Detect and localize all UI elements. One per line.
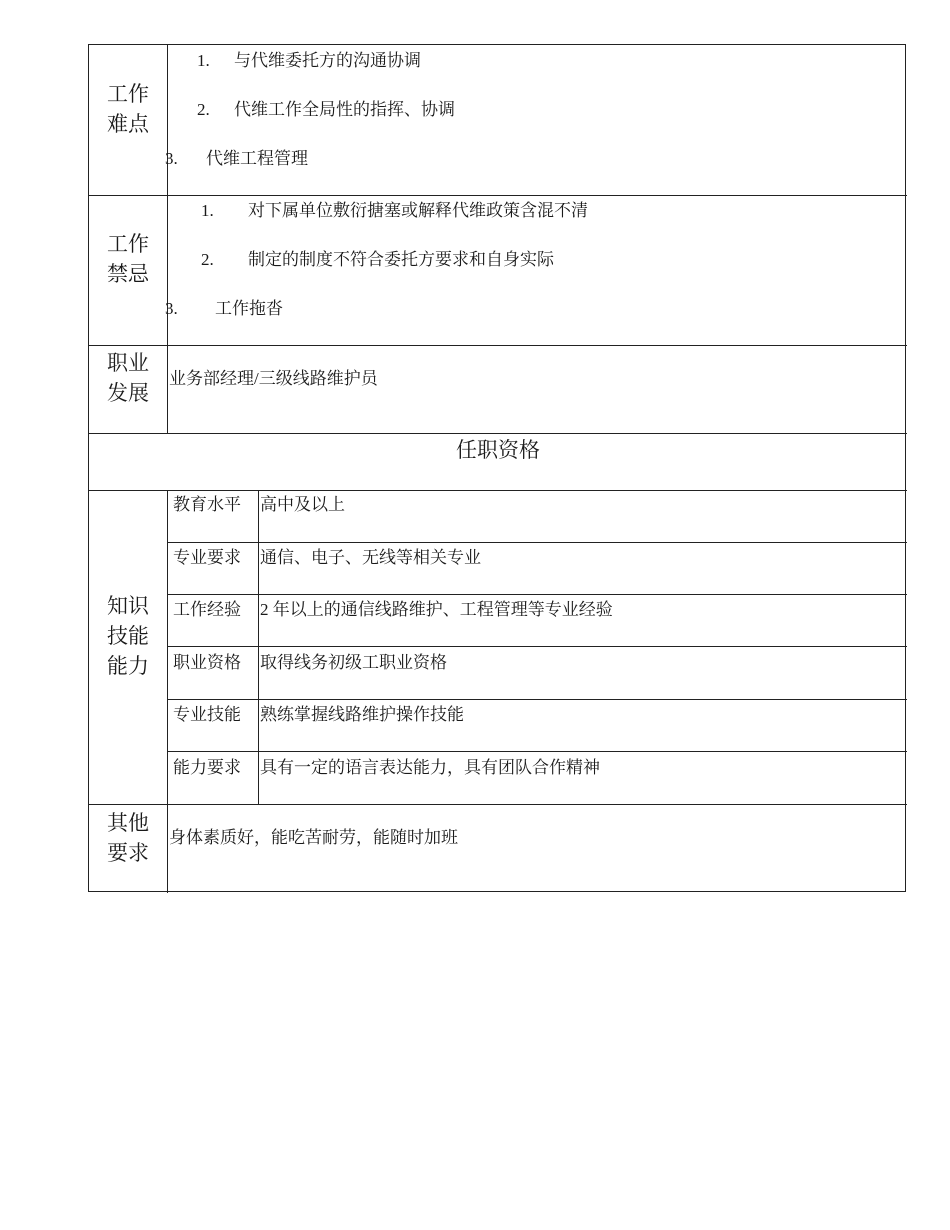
other-requirements: 身体素质好，能吃苦耐劳，能随时加班 (169, 828, 458, 847)
difficulty-item: 代维工程管理 (206, 149, 308, 168)
difficulty-number: 1. (197, 51, 210, 70)
taboo-item: 工作拖沓 (215, 299, 283, 318)
sub-row-divider (168, 594, 907, 595)
taboos-label: 工作 禁忌 (107, 232, 149, 286)
taboo-item: 对下属单位敷衍搪塞或解释代维政策含混不清 (248, 201, 588, 220)
experience-value: 2 年以上的通信线路维护、工程管理等专业经验 (260, 600, 613, 619)
skill-value: 熟练掌握线路维护操作技能 (260, 705, 464, 724)
major-value: 通信、电子、无线等相关专业 (260, 548, 481, 567)
row-divider (89, 804, 907, 805)
certification-label: 职业资格 (173, 653, 241, 672)
sub-row-divider (168, 751, 907, 752)
education-value: 高中及以上 (260, 495, 345, 514)
difficulty-number: 3. (165, 149, 178, 168)
major-label: 专业要求 (173, 548, 241, 567)
taboo-item: 制定的制度不符合委托方要求和自身实际 (248, 250, 554, 269)
ability-label: 能力要求 (173, 758, 241, 777)
skill-label: 专业技能 (173, 705, 241, 724)
row-divider (89, 195, 907, 196)
ability-value: 具有一定的语言表达能力，具有团队合作精神 (260, 758, 600, 777)
taboo-number: 2. (201, 250, 214, 269)
other-label: 其他 要求 (107, 811, 149, 865)
taboo-number: 1. (201, 201, 214, 220)
knowledge-label: 知识 技能 能力 (107, 594, 149, 678)
sub-row-divider (168, 699, 907, 700)
column-divider (167, 45, 168, 433)
job-description-table (88, 44, 906, 892)
difficulties-label: 工作 难点 (107, 82, 149, 136)
career-path: 业务部经理/三级线路维护员 (169, 369, 378, 388)
sub-row-divider (168, 542, 907, 543)
row-divider (89, 490, 907, 491)
sub-column-divider (258, 490, 259, 804)
difficulty-number: 2. (197, 100, 210, 119)
row-divider (89, 433, 907, 434)
column-divider (167, 490, 168, 893)
sub-row-divider (168, 646, 907, 647)
taboo-number: 3. (165, 299, 178, 318)
difficulty-item: 与代维委托方的沟通协调 (234, 51, 421, 70)
education-label: 教育水平 (173, 495, 241, 514)
experience-label: 工作经验 (173, 600, 241, 619)
qualification-title: 任职资格 (456, 438, 540, 462)
row-divider (89, 345, 907, 346)
difficulty-item: 代维工作全局性的指挥、协调 (234, 100, 455, 119)
career-label: 职业 发展 (107, 351, 149, 405)
certification-value: 取得线务初级工职业资格 (260, 653, 447, 672)
